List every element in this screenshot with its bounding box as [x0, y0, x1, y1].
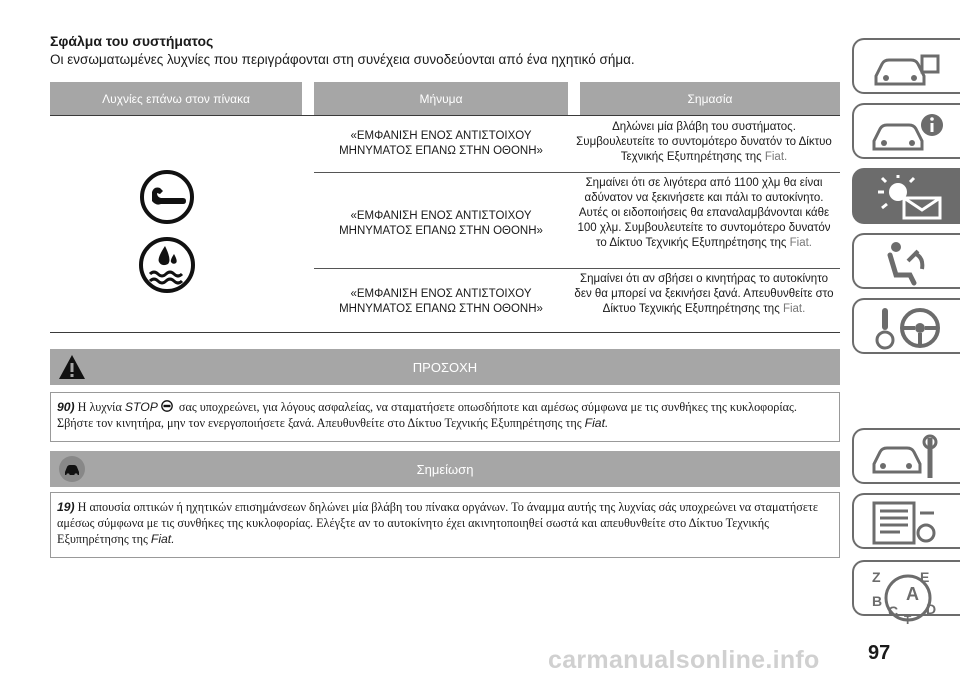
svg-text:A: A — [906, 584, 919, 604]
alphabetical-index-icon — [868, 566, 948, 626]
header-lamps: Λυχνίες επάνω στον πίνακα — [50, 82, 302, 115]
car-wrench-icon — [868, 434, 948, 482]
row-message: «ΕΜΦΑΝΙΣΗ ΕΝΟΣ ΑΝΤΙΣΤΟΙΧΟΥ ΜΗΝΥΜΑΤΟΣ ΕΠΑΝΩ ΣΤΗΝ ΟΘΟΝΗ» — [339, 210, 543, 237]
warning-header — [50, 349, 840, 385]
tab-starting-driving[interactable] — [852, 298, 960, 354]
tab-warning-lights[interactable] — [852, 168, 960, 224]
warning-text: 90) Η λυχνία STOP σας υποχρεώνει, για λόγους ασφαλείας, να σταματήσετε οπωσδήποτε και αμέσως σύμφωνα με τις συνθήκες της κυκλοφορίας. Σβήστε τον κινητήρα, μην τον ενεργοποιήσετε ξανά. Απευθυνθείτε στο Δίκτυο Τεχνικής Εξυπηρέτησης της Fiat. — [50, 392, 840, 442]
lamp-icons-cell — [50, 116, 302, 332]
svg-text:T: T — [904, 613, 912, 626]
note-title: Σημείωση — [416, 461, 474, 477]
wrench-warning-icon — [138, 168, 196, 226]
table-row — [314, 272, 840, 332]
svg-text:Z: Z — [872, 569, 881, 585]
row-meaning: Σημαίνει ότι σε λιγότερα από 1100 χλμ θα είναι αδύνατον να ξεκινήσετε και πάλι το αυτοκίνητο. Αυτές οι ειδοποιήσεις θα επαναλαμβάνονται κάθε 100 χλμ. Συμβουλευτείτε το συντομότερο δυνατόν το Δίκτυο Τεχνικής Εξυπηρέτησης της Fiat. — [577, 177, 831, 249]
note-header — [50, 451, 840, 487]
water-in-fuel-icon — [136, 234, 198, 296]
table-row — [314, 120, 840, 168]
tab-dashboard[interactable] — [852, 38, 960, 94]
row-message: «ΕΜΦΑΝΙΣΗ ΕΝΟΣ ΑΝΤΙΣΤΟΙΧΟΥ ΜΗΝΥΜΑΤΟΣ ΕΠΑΝΩ ΣΤΗΝ ΟΘΟΝΗ» — [339, 288, 543, 315]
svg-text:E: E — [920, 569, 930, 585]
row-divider — [314, 172, 840, 173]
row-meaning: Σημαίνει ότι αν σβήσει ο κινητήρας το αυτοκίνητο δεν θα μπορεί να ξεκινήσει ξανά. Απευθυνθείτε στο Δίκτυο Τεχνικής Εξυπηρέτησης της Fiat. — [574, 273, 834, 315]
tab-technical-data[interactable] — [852, 493, 960, 549]
warning-triangle-icon — [58, 353, 86, 381]
table-header — [50, 82, 840, 115]
tab-safety[interactable] — [852, 233, 960, 289]
row-divider — [314, 268, 840, 269]
table-row — [314, 176, 840, 272]
svg-text:D: D — [926, 601, 937, 617]
row-meaning: Δηλώνει μία βλάβη του συστήματος. Συμβουλευτείτε το συντομότερο δυνατόν το Δίκτυο Τεχνικής Εξυπηρέτησης της Fiat. — [576, 121, 832, 163]
warning-lights-table — [50, 82, 840, 333]
page-number: 97 — [868, 642, 891, 664]
steering-wheel-key-icon — [868, 304, 948, 352]
page-title: Σφάλμα του συστήματος — [50, 33, 214, 49]
watermark: carmanualsonline.info — [548, 646, 820, 674]
note-text: 19) Η απουσία οπτικών ή ηχητικών επισημάνσεων δηλώνει μία βλάβη του πίνακα οργάνων. Το άναμμα αυτής της λυχνίας σάς υποχρεώνει να σταματήσετε αμέσως σύμφωνα με τις συνθήκες της κυκλοφορίας. Ελέγξτε αν το αυτοκίνητο έχει ακινητοποιηθεί σωστά και απευθυνθείτε στο Δίκτυο Τεχνικής Εξυπηρέτησης της Fiat. — [50, 492, 840, 558]
header-meaning: Σημασία — [580, 82, 840, 115]
svg-text:C: C — [888, 603, 899, 619]
header-message: Μήνυμα — [314, 82, 568, 115]
stop-lamp-icon — [160, 400, 174, 412]
car-note-icon — [58, 455, 86, 483]
airbag-seat-icon — [868, 239, 948, 287]
warning-light-message-icon — [868, 174, 948, 222]
tab-index[interactable] — [852, 560, 960, 626]
page-intro: Οι ενσωματωμένες λυχνίες που περιγράφονται στη συνέχεια συνοδεύονται από ένα ηχητικό σήμα. — [50, 52, 635, 67]
row-message: «ΕΜΦΑΝΙΣΗ ΕΝΟΣ ΑΝΤΙΣΤΟΙΧΟΥ ΜΗΝΥΜΑΤΟΣ ΕΠΑΝΩ ΣΤΗΝ ΟΘΟΝΗ» — [339, 130, 543, 157]
tab-maintenance[interactable] — [852, 428, 960, 484]
car-dashboard-icon — [868, 44, 948, 92]
svg-text:B: B — [872, 593, 883, 609]
tab-getting-to-know[interactable] — [852, 103, 960, 159]
table-body — [50, 115, 840, 333]
technical-data-icon — [868, 499, 948, 547]
warning-title: ΠΡΟΣΟΧΗ — [412, 359, 478, 375]
car-info-icon — [868, 109, 948, 157]
